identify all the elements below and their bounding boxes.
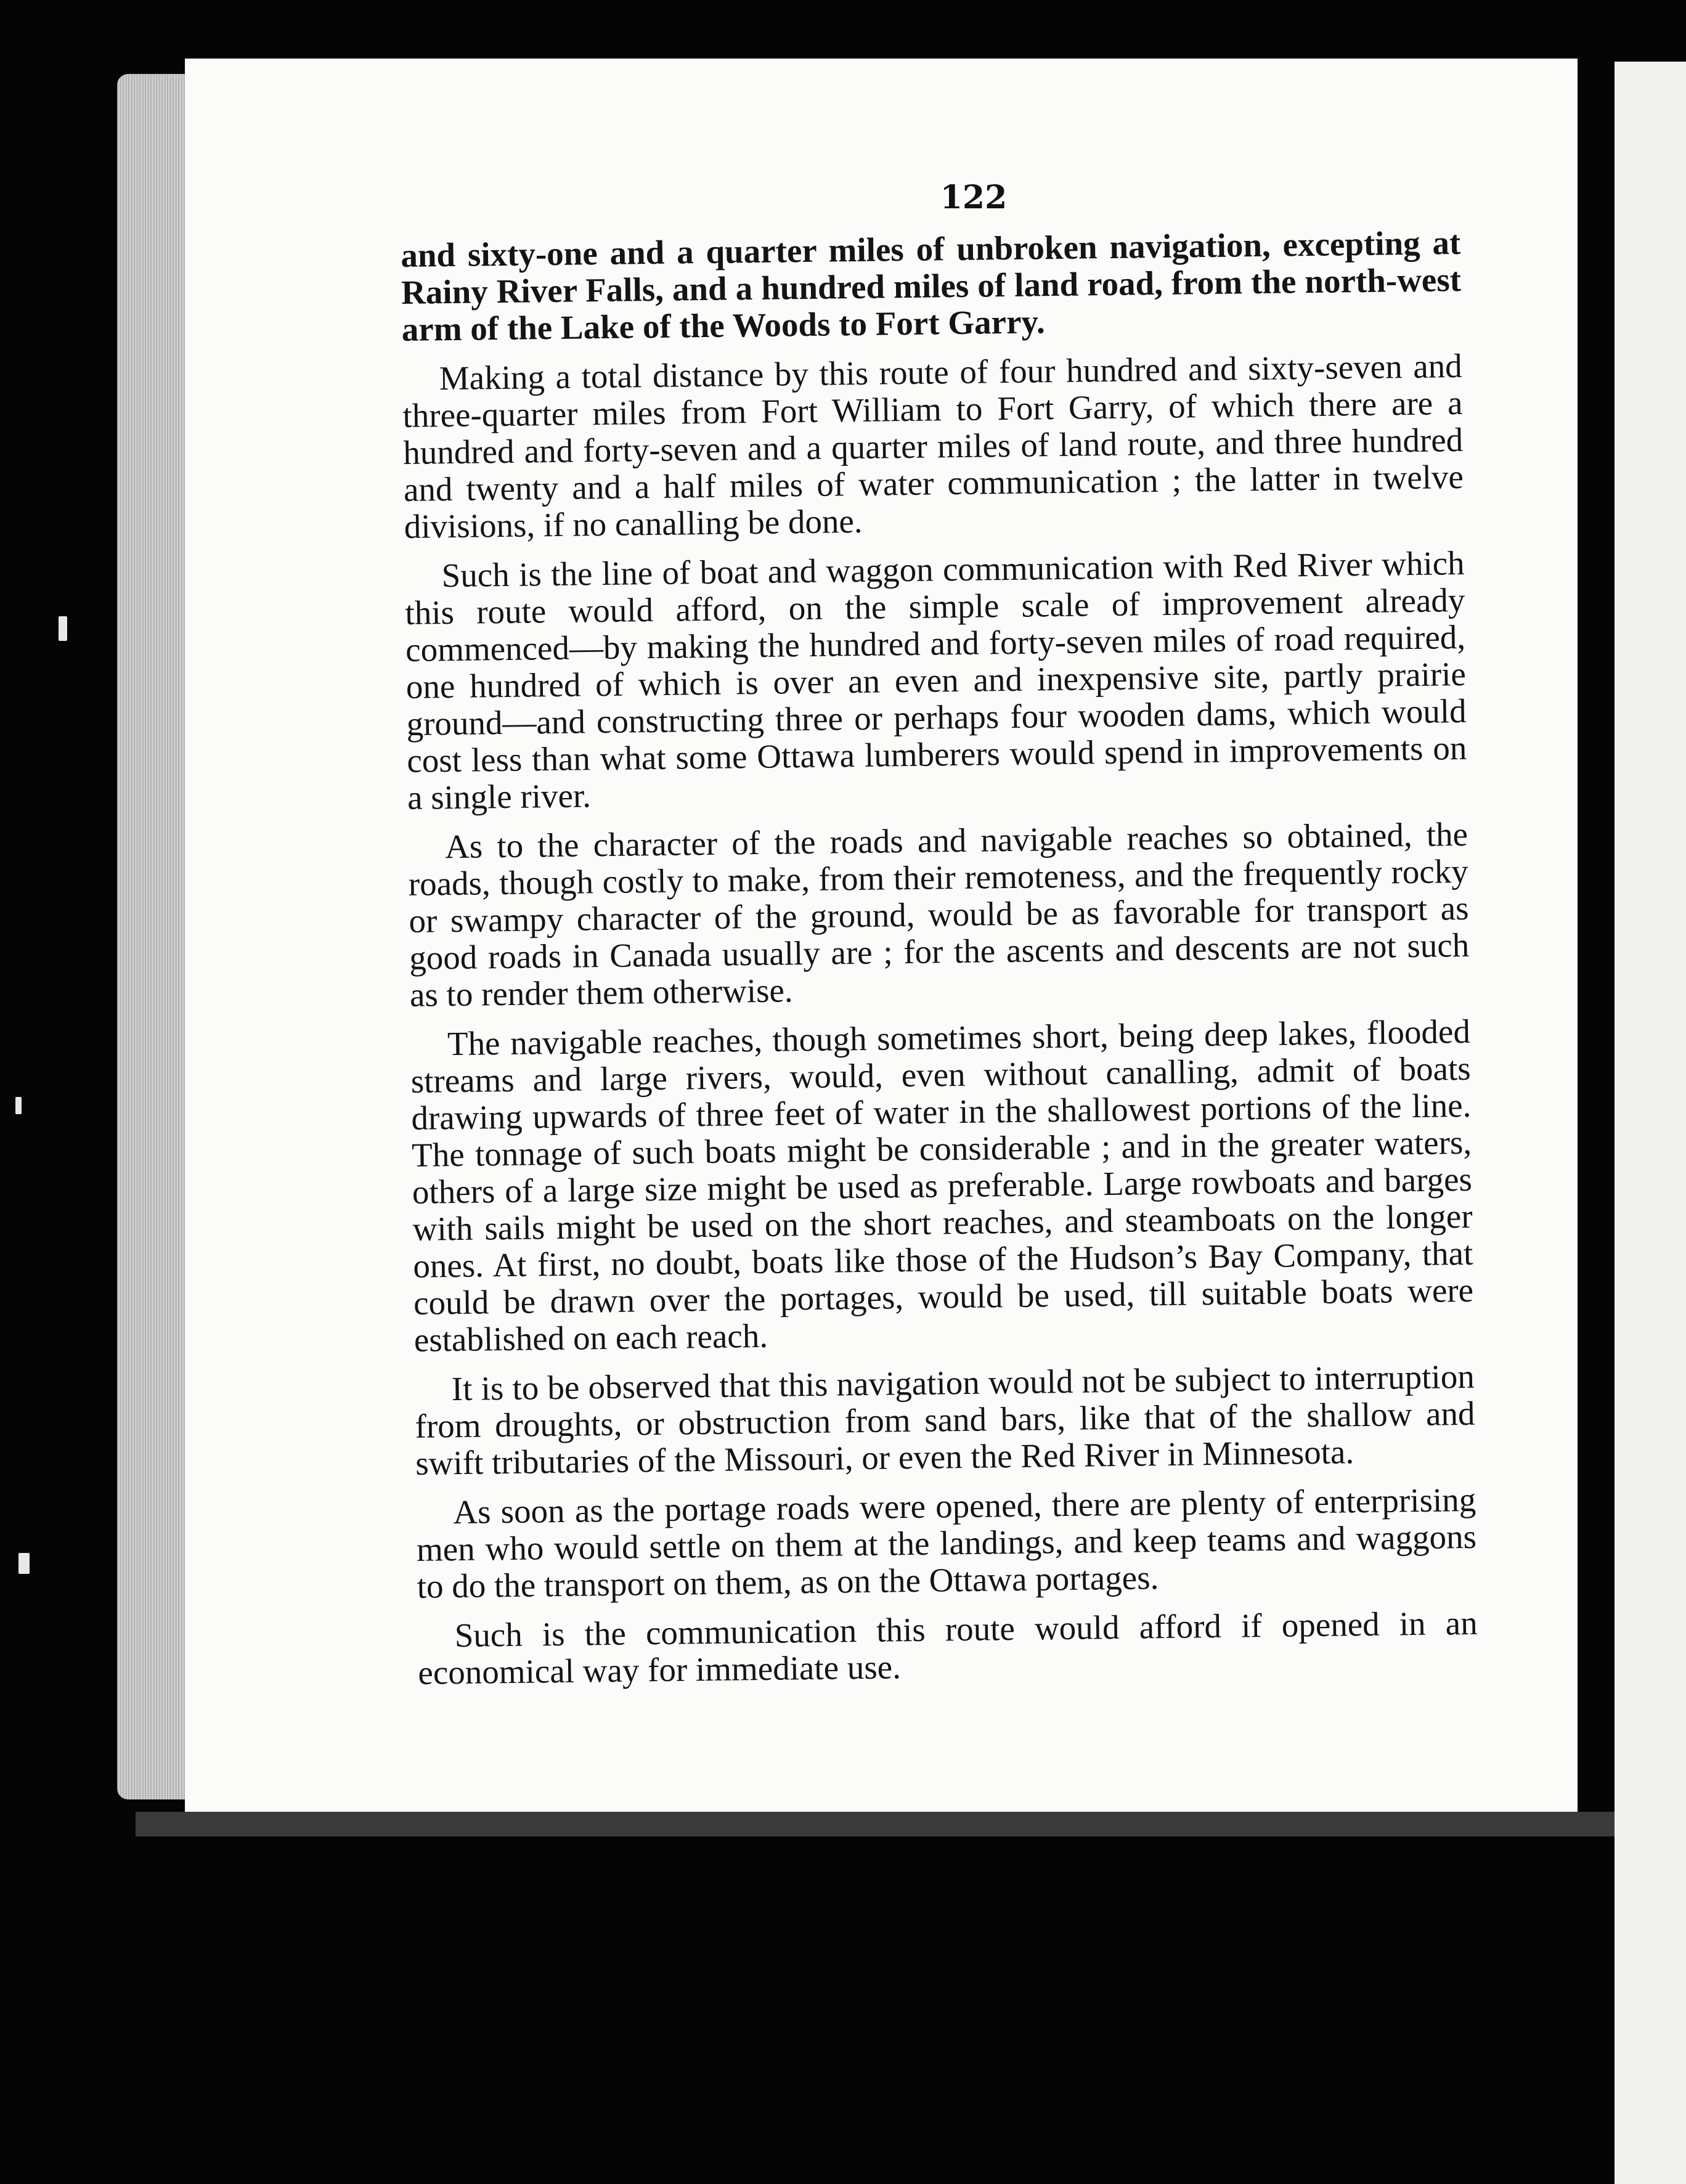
margin-speck: [18, 1553, 30, 1574]
facing-page-strip: [1615, 62, 1686, 2184]
margin-speck: [59, 616, 67, 641]
page-number: 122: [940, 179, 1008, 216]
paragraph: As to the character of the roads and navigable reaches so obtained, the roads, though costly to make, from their remoteness, and the frequently rocky or swampy character of the ground, would be as favorable for transport as good roads in Canada usually are ; for the ascents and descents are not such as to render them otherwise.: [408, 815, 1470, 1014]
page-bottom-shadow: [136, 1812, 1615, 1836]
body-text: [401, 224, 1478, 1704]
paragraph: Such is the line of boat and waggon communication with Red River which this route would afford, on the simple scale of improvement already commenced—by making the hundred and forty-seven miles of road required, one hundred of which is over an even and inexpensive site, partly prairie ground—and constructing three or perhaps four wooden dams, which would cost less than what some Ottawa lumberers would spend in improvements on a single river.: [405, 544, 1467, 817]
margin-speck: [15, 1097, 22, 1114]
paragraph: The navigable reaches, though sometimes short, being deep lakes, flooded streams and large rivers, would, even without canalling, admit of boats drawing upwards of three feet of water in the shallowest portions of the line. The tonnage of such boats might be considerable ; and in the greater waters, others of a large size might be used as preferable. Large rowboats and barges with sails might be used on the short reaches, and steamboats on the longer ones. At first, no doubt, boats like those of the Hudson’s Bay Company, that could be drawn over the portages, would be used, till suitable boats were established on each reach.: [410, 1012, 1474, 1359]
paragraph: and sixty-one and a quarter miles of unbroken navigation, excepting at Rainy River Falls, and a hundred miles of land road, from the north-west arm of the Lake of the Woods to Fort Garry.: [400, 223, 1462, 348]
paragraph: As soon as the portage roads were opened, there are plenty of enterprising men who would settle on them at the landings, and keep teams and waggons to do the transport on them, as on the Ottawa portages.: [416, 1480, 1477, 1605]
paragraph: Such is the communication this route would afford if opened in an economical way for immediate use.: [418, 1603, 1478, 1692]
paragraph: Making a total distance by this route of four hundred and sixty-seven and three-quarter miles from Fort William to Fort Garry, of which there are a hundred and forty-seven and a quarter miles of land route, and three hundred and twenty and a half miles of water communication ; the latter in twelve divisions, if no canalling be done.: [402, 346, 1464, 545]
paragraph: It is to be observed that this navigation would not be subject to interruption from droughts, or obstruction from sand bars, like that of the shallow and swift tributaries of the Missouri, or even the Red River in Minnesota.: [415, 1357, 1475, 1482]
